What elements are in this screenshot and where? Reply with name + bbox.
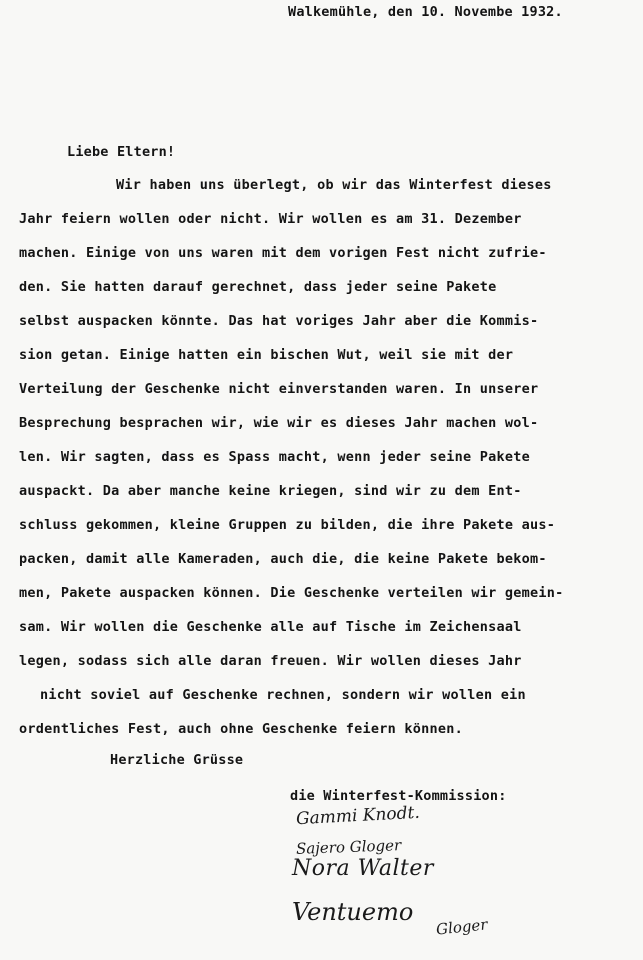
body-line: len. Wir sagten, dass es Spass macht, wenn jeder seine Pakete [19,449,531,465]
body-line: den. Sie hatten darauf gerechnet, dass jeder seine Pakete [19,279,497,295]
closing: Herzliche Grüsse [110,752,244,768]
dateline: Walkemühle, den 10. Novembe 1932. [288,4,563,20]
body-line: men, Pakete auspacken können. Die Geschenke verteilen wir gemein- [19,585,564,601]
body-line: packen, damit alle Kameraden, auch die, die keine Pakete bekom- [19,551,547,567]
commission-label: die Winterfest-Kommission: [290,788,507,804]
body-line: legen, sodass sich alle daran freuen. Wir wollen dieses Jahr [19,653,522,669]
signature: Nora Walter [292,856,434,881]
signature: Gammi Knodt. [295,802,421,830]
signature: Ventuemo [292,898,414,926]
body-line: nicht soviel auf Geschenke rechnen, sondern wir wollen ein [40,687,526,703]
body-line: selbst auspacken könnte. Das hat voriges Jahr aber die Kommis- [19,313,539,329]
signature: Sajero Gloger [295,836,402,858]
body-line: Jahr feiern wollen oder nicht. Wir wollen es am 31. Dezember [19,211,522,227]
body-line: Verteilung der Geschenke nicht einverstanden waren. In unserer [19,381,539,397]
body-line: Besprechung besprachen wir, wie wir es dieses Jahr machen wol- [19,415,539,431]
body-line: sion getan. Einige hatten ein bischen Wut, weil sie mit der [19,347,514,363]
body-line: Wir haben uns überlegt, ob wir das Winterfest dieses [116,177,552,193]
body-line: schluss gekommen, kleine Gruppen zu bilden, die ihre Pakete aus- [19,517,556,533]
body-line: sam. Wir wollen die Geschenke alle auf Tische im Zeichensaal [19,619,522,635]
body-line: ordentliches Fest, auch ohne Geschenke feiern können. [19,721,464,737]
signature: Gloger [435,915,489,939]
salutation: Liebe Eltern! [67,144,176,160]
body-line: machen. Einige von uns waren mit dem vorigen Fest nicht zufrie- [19,245,547,261]
body-line: auspackt. Da aber manche keine kriegen, sind wir zu dem Ent- [19,483,522,499]
